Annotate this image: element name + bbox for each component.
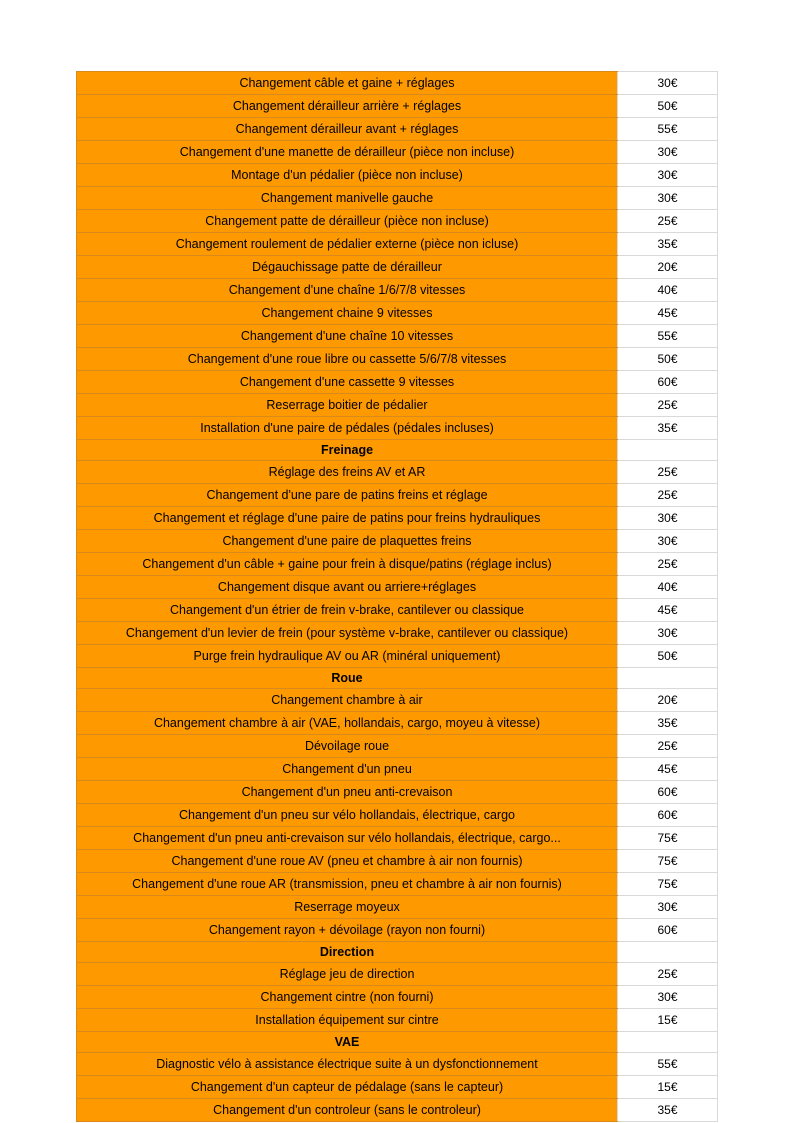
price-cell: 75€ — [618, 850, 718, 873]
section-price-empty — [618, 942, 718, 963]
service-label: Changement d'un pneu anti-crevaison sur vélo hollandais, électrique, cargo... — [77, 827, 618, 850]
price-cell: 55€ — [618, 118, 718, 141]
service-label: Changement d'un controleur (sans le controleur) — [77, 1099, 618, 1122]
section-title: Direction — [77, 942, 618, 963]
service-label: Changement d'un pneu — [77, 758, 618, 781]
service-label: Changement d'une roue AV (pneu et chambre à air non fournis) — [77, 850, 618, 873]
table-row — [77, 850, 718, 873]
service-label: Reserrage boitier de pédalier — [77, 394, 618, 417]
table-row — [77, 1076, 718, 1099]
section-title: VAE — [77, 1032, 618, 1053]
price-cell: 60€ — [618, 919, 718, 942]
table-row — [77, 735, 718, 758]
service-label: Changement chaine 9 vitesses — [77, 302, 618, 325]
price-cell: 20€ — [618, 689, 718, 712]
service-label: Changement d'un levier de frein (pour système v-brake, cantilever ou classique) — [77, 622, 618, 645]
price-cell: 30€ — [618, 72, 718, 95]
table-row — [77, 645, 718, 668]
price-cell: 35€ — [618, 1099, 718, 1122]
price-cell: 30€ — [618, 986, 718, 1009]
table-row — [77, 141, 718, 164]
service-label: Changement cintre (non fourni) — [77, 986, 618, 1009]
service-label: Diagnostic vélo à assistance électrique suite à un dysfonctionnement — [77, 1053, 618, 1076]
table-row — [77, 187, 718, 210]
price-cell: 75€ — [618, 873, 718, 896]
service-label: Changement câble et gaine + réglages — [77, 72, 618, 95]
service-label: Installation équipement sur cintre — [77, 1009, 618, 1032]
price-cell: 45€ — [618, 302, 718, 325]
price-cell: 25€ — [618, 553, 718, 576]
table-row — [77, 1009, 718, 1032]
price-cell: 30€ — [618, 896, 718, 919]
price-cell: 45€ — [618, 758, 718, 781]
table-row — [77, 417, 718, 440]
service-label: Changement d'une chaîne 10 vitesses — [77, 325, 618, 348]
service-label: Changement d'un étrier de frein v-brake, cantilever ou classique — [77, 599, 618, 622]
table-row — [77, 553, 718, 576]
service-label: Changement et réglage d'une paire de patins pour freins hydrauliques — [77, 507, 618, 530]
table-row — [77, 210, 718, 233]
table-row — [77, 95, 718, 118]
section-header-row — [77, 668, 718, 689]
table-row — [77, 804, 718, 827]
service-label: Changement d'une chaîne 1/6/7/8 vitesses — [77, 279, 618, 302]
table-row — [77, 758, 718, 781]
price-cell: 60€ — [618, 804, 718, 827]
price-cell: 55€ — [618, 325, 718, 348]
service-label: Réglage jeu de direction — [77, 963, 618, 986]
service-label: Changement d'une cassette 9 vitesses — [77, 371, 618, 394]
section-price-empty — [618, 668, 718, 689]
section-title: Roue — [77, 668, 618, 689]
price-cell: 35€ — [618, 712, 718, 735]
price-cell: 20€ — [618, 256, 718, 279]
table-row — [77, 118, 718, 141]
price-cell: 50€ — [618, 645, 718, 668]
price-cell: 25€ — [618, 963, 718, 986]
service-label: Installation d'une paire de pédales (pédales incluses) — [77, 417, 618, 440]
price-cell: 50€ — [618, 95, 718, 118]
service-label: Purge frein hydraulique AV ou AR (minéral uniquement) — [77, 645, 618, 668]
service-label: Changement d'une roue AR (transmission, pneu et chambre à air non fournis) — [77, 873, 618, 896]
service-label: Changement d'un capteur de pédalage (sans le capteur) — [77, 1076, 618, 1099]
service-label: Changement chambre à air — [77, 689, 618, 712]
service-label: Changement rayon + dévoilage (rayon non fourni) — [77, 919, 618, 942]
price-cell: 60€ — [618, 781, 718, 804]
service-label: Dévoilage roue — [77, 735, 618, 758]
price-cell: 30€ — [618, 530, 718, 553]
service-label: Réglage des freins AV et AR — [77, 461, 618, 484]
table-row — [77, 689, 718, 712]
price-cell: 25€ — [618, 394, 718, 417]
table-row — [77, 302, 718, 325]
price-cell: 60€ — [618, 371, 718, 394]
table-row — [77, 781, 718, 804]
service-label: Dégauchissage patte de dérailleur — [77, 256, 618, 279]
table-row — [77, 712, 718, 735]
table-row — [77, 484, 718, 507]
price-cell: 30€ — [618, 187, 718, 210]
section-price-empty — [618, 440, 718, 461]
service-label: Changement d'un pneu anti-crevaison — [77, 781, 618, 804]
price-cell: 15€ — [618, 1076, 718, 1099]
service-label: Changement patte de dérailleur (pièce non incluse) — [77, 210, 618, 233]
price-cell: 40€ — [618, 576, 718, 599]
price-cell: 40€ — [618, 279, 718, 302]
table-row — [77, 622, 718, 645]
service-label: Changement d'un pneu sur vélo hollandais, électrique, cargo — [77, 804, 618, 827]
table-row — [77, 576, 718, 599]
price-cell: 30€ — [618, 622, 718, 645]
table-row — [77, 827, 718, 850]
price-cell: 25€ — [618, 210, 718, 233]
section-header-row — [77, 1032, 718, 1053]
service-label: Changement dérailleur avant + réglages — [77, 118, 618, 141]
table-row — [77, 599, 718, 622]
section-price-empty — [618, 1032, 718, 1053]
service-label: Reserrage moyeux — [77, 896, 618, 919]
table-row — [77, 986, 718, 1009]
service-label: Changement roulement de pédalier externe (pièce non icluse) — [77, 233, 618, 256]
service-label: Montage d'un pédalier (pièce non incluse) — [77, 164, 618, 187]
table-row — [77, 164, 718, 187]
table-row — [77, 461, 718, 484]
price-cell: 25€ — [618, 484, 718, 507]
table-row — [77, 873, 718, 896]
table-row — [77, 1099, 718, 1122]
service-label: Changement d'une manette de dérailleur (pièce non incluse) — [77, 141, 618, 164]
table-row — [77, 256, 718, 279]
table-row — [77, 371, 718, 394]
price-table-body — [77, 72, 718, 1122]
service-label: Changement dérailleur arrière + réglages — [77, 95, 618, 118]
price-cell: 55€ — [618, 1053, 718, 1076]
service-label: Changement chambre à air (VAE, hollandais, cargo, moyeu à vitesse) — [77, 712, 618, 735]
table-row — [77, 72, 718, 95]
table-row — [77, 896, 718, 919]
price-cell: 25€ — [618, 461, 718, 484]
service-label: Changement disque avant ou arriere+réglages — [77, 576, 618, 599]
price-cell: 50€ — [618, 348, 718, 371]
table-row — [77, 348, 718, 371]
table-row — [77, 325, 718, 348]
price-cell: 75€ — [618, 827, 718, 850]
section-title: Freinage — [77, 440, 618, 461]
service-label: Changement d'une roue libre ou cassette 5/6/7/8 vitesses — [77, 348, 618, 371]
price-cell: 30€ — [618, 141, 718, 164]
service-label: Changement d'une paire de plaquettes freins — [77, 530, 618, 553]
price-cell: 45€ — [618, 599, 718, 622]
service-label: Changement manivelle gauche — [77, 187, 618, 210]
price-cell: 35€ — [618, 417, 718, 440]
price-cell: 35€ — [618, 233, 718, 256]
table-row — [77, 963, 718, 986]
service-label: Changement d'une pare de patins freins et réglage — [77, 484, 618, 507]
section-header-row — [77, 440, 718, 461]
price-cell: 15€ — [618, 1009, 718, 1032]
table-row — [77, 233, 718, 256]
table-row — [77, 919, 718, 942]
service-label: Changement d'un câble + gaine pour frein à disque/patins (réglage inclus) — [77, 553, 618, 576]
table-row — [77, 279, 718, 302]
price-cell: 25€ — [618, 735, 718, 758]
table-row — [77, 507, 718, 530]
price-table — [76, 71, 718, 1122]
section-header-row — [77, 942, 718, 963]
price-cell: 30€ — [618, 164, 718, 187]
price-cell: 30€ — [618, 507, 718, 530]
table-row — [77, 1053, 718, 1076]
table-row — [77, 530, 718, 553]
table-row — [77, 394, 718, 417]
